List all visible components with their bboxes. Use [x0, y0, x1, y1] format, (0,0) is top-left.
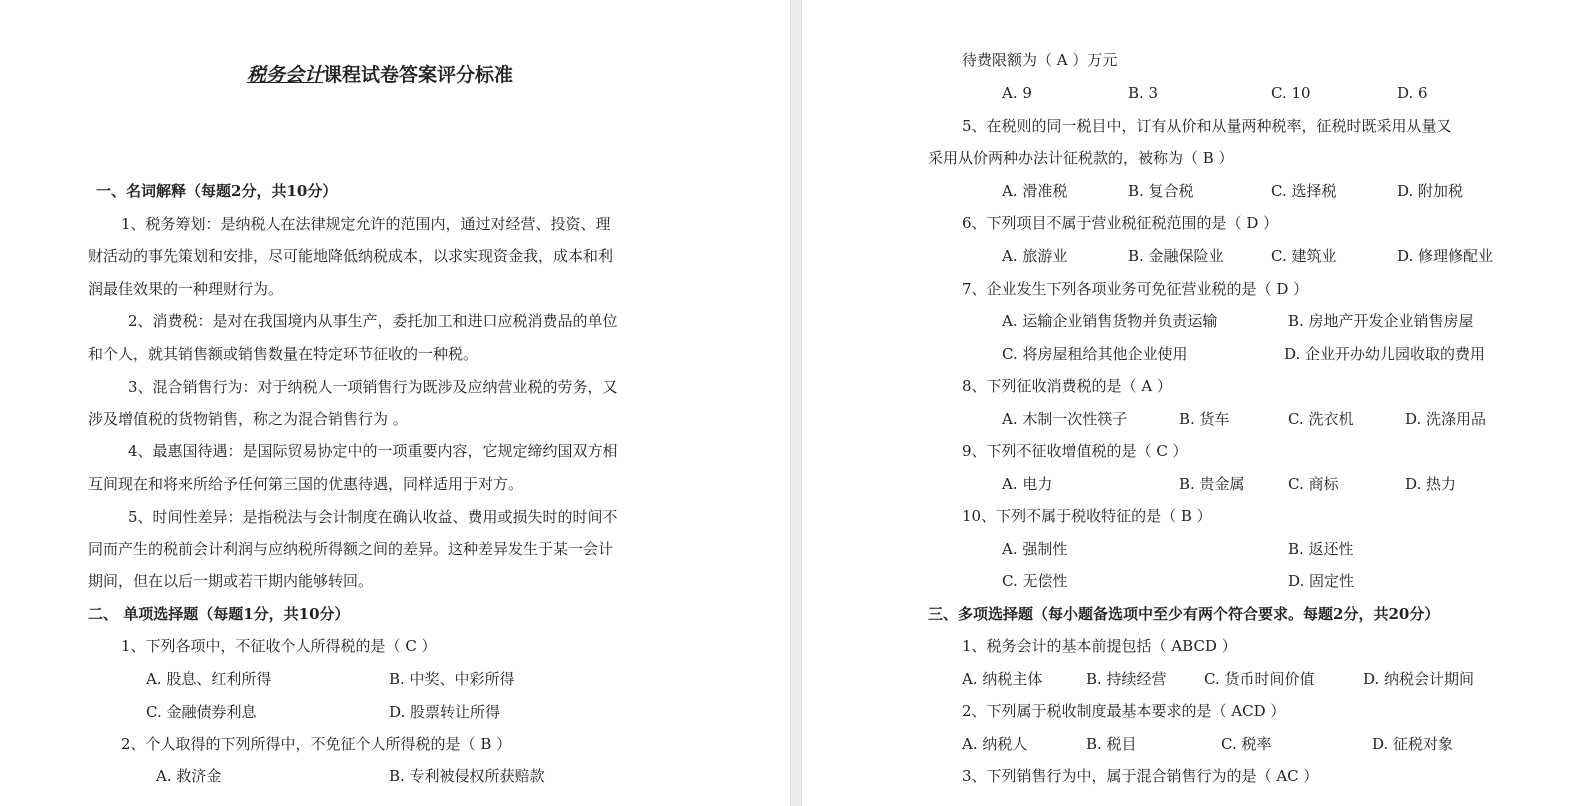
single-q10-option-a: A. 强制性 — [1002, 540, 1068, 558]
single-q2-option-a: A. 救济金 — [156, 767, 222, 785]
single-q7-option-b: B. 房地产开发企业销售房屋 — [1288, 312, 1474, 330]
term-3-line-1: 3、混合销售行为：对于纳税人一项销售行为既涉及应纳营业税的劳务，又 — [128, 378, 618, 396]
single-q8-option-d: D. 洗涤用品 — [1405, 410, 1487, 428]
single-q7-option-c: C. 将房屋租给其他企业使用 — [1002, 345, 1188, 363]
multi-q1-option-b: B. 持续经营 — [1086, 670, 1167, 688]
single-q4-option-b: B. 3 — [1128, 84, 1159, 102]
single-q4-continued: 待费限额为（ A ）万元 — [962, 51, 1118, 69]
single-q7-option-d: D. 企业开办幼儿园收取的费用 — [1284, 345, 1486, 363]
section-3-heading: 三、多项选择题（每小题备选项中至少有两个符合要求。每题2分，共20分） — [928, 605, 1440, 623]
single-q4-option-a: A. 9 — [1002, 84, 1032, 102]
single-q5-option-d: D. 附加税 — [1397, 182, 1464, 200]
multi-q1-option-a: A. 纳税主体 — [962, 670, 1043, 688]
multi-q2-option-b: B. 税目 — [1086, 735, 1137, 753]
right-page — [802, 0, 1581, 806]
multi-q1-option-d: D. 纳税会计期间 — [1363, 670, 1475, 688]
section-2-heading: 二、 单项选择题（每题1分，共10分） — [88, 605, 350, 623]
single-q10-option-b: B. 返还性 — [1288, 540, 1354, 558]
term-3-line-2: 涉及增值税的货物销售，称之为混合销售行为 。 — [88, 410, 408, 428]
single-q6-option-d: D. 修理修配业 — [1397, 247, 1494, 265]
single-q9-option-c: C. 商标 — [1288, 475, 1339, 493]
single-q2: 2、个人取得的下列所得中，不免征个人所得税的是（ B ） — [121, 735, 512, 753]
single-q7: 7、企业发生下列各项业务可免征营业税的是（ D ） — [962, 280, 1309, 298]
single-q9-option-d: D. 热力 — [1405, 475, 1457, 493]
single-q5-line-2: 采用从价两种办法计征税款的，被称为（ B ） — [928, 149, 1234, 167]
single-q8-option-a: A. 木制一次性筷子 — [1002, 410, 1128, 428]
single-q10-option-d: D. 固定性 — [1288, 572, 1355, 590]
single-q6-option-c: C. 建筑业 — [1271, 247, 1337, 265]
single-q9-option-a: A. 电力 — [1002, 475, 1053, 493]
term-5-line-2: 同而产生的税前会计利润与应纳税所得额之间的差异。这种差异发生于某一会计 — [88, 540, 614, 558]
multi-q2: 2、下列属于税收制度最基本要求的是（ ACD ） — [962, 702, 1286, 720]
term-1-line-1: 1、税务筹划：是纳税人在法律规定允许的范围内，通过对经营、投资、理 — [121, 215, 611, 233]
course-name: 税务会计 — [246, 64, 323, 86]
single-q9: 9、下列不征收增值税的是（ C ） — [962, 442, 1188, 460]
single-q9-option-b: B. 贵金属 — [1179, 475, 1245, 493]
single-q5-option-a: A. 滑准税 — [1002, 182, 1068, 200]
single-q5-line-1: 5、在税则的同一税目中，订有从价和从量两种税率，征税时既采用从量又 — [962, 117, 1452, 135]
term-5-line-3: 期间，但在以后一期或若干期内能够转回。 — [88, 572, 374, 590]
single-q2-option-b: B. 专利被侵权所获赔款 — [389, 767, 545, 785]
term-2-line-2: 和个人，就其销售额或销售数量在特定环节征收的一种税。 — [88, 345, 479, 363]
multi-q1: 1、税务会计的基本前提包括（ ABCD ） — [962, 637, 1237, 655]
single-q10: 10、下列不属于税收特征的是（ B ） — [962, 507, 1212, 525]
term-5-line-1: 5、时间性差异：是指税法与会计制度在确认收益、费用或损失时的时间不 — [128, 508, 618, 526]
term-4-line-1: 4、最惠国待遇：是国际贸易协定中的一项重要内容，它规定缔约国双方相 — [128, 442, 618, 460]
single-q10-option-c: C. 无偿性 — [1002, 572, 1068, 590]
multi-q3: 3、下列销售行为中，属于混合销售行为的是（ AC ） — [962, 767, 1319, 785]
term-1-line-2: 财活动的事先策划和安排，尽可能地降低纳税成本，以求实现资金我，成本和利 — [88, 247, 614, 265]
multi-q2-option-d: D. 征税对象 — [1372, 735, 1454, 753]
single-q1-option-c: C. 金融债券利息 — [146, 703, 257, 721]
term-2-line-1: 2、消费税：是对在我国境内从事生产，委托加工和进口应税消费品的单位 — [128, 312, 618, 330]
single-q5-option-c: C. 选择税 — [1271, 182, 1337, 200]
single-q4-option-c: C. 10 — [1271, 84, 1311, 102]
section-1-heading: 一、名词解释（每题2分，共10分） — [96, 182, 338, 200]
term-1-line-3: 润最佳效果的一种理财行为。 — [88, 280, 284, 298]
single-q1-option-d: D. 股票转让所得 — [389, 703, 501, 721]
single-q6: 6、下列项目不属于营业税征税范围的是（ D ） — [962, 214, 1279, 232]
single-q1: 1、下列各项中，不征收个人所得税的是（ C ） — [121, 637, 437, 655]
document-title — [0, 60, 760, 87]
single-q6-option-a: A. 旅游业 — [1002, 247, 1068, 265]
single-q6-option-b: B. 金融保险业 — [1128, 247, 1224, 265]
single-q5-option-b: B. 复合税 — [1128, 182, 1194, 200]
multi-q2-option-a: A. 纳税人 — [962, 735, 1028, 753]
title-text: 课程试卷答案评分标准 — [323, 64, 514, 86]
single-q4-option-d: D. 6 — [1397, 84, 1428, 102]
term-4-line-2: 互间现在和将来所给予任何第三国的优惠待遇，同样适用于对方。 — [88, 475, 524, 493]
single-q1-option-b: B. 中奖、中彩所得 — [389, 670, 515, 688]
page-gutter — [790, 0, 802, 806]
multi-q2-option-c: C. 税率 — [1221, 735, 1272, 753]
single-q8: 8、下列征收消费税的是（ A ） — [962, 377, 1172, 395]
multi-q1-option-c: C. 货币时间价值 — [1204, 670, 1315, 688]
single-q7-option-a: A. 运输企业销售货物并负责运输 — [1002, 312, 1218, 330]
single-q8-option-c: C. 洗衣机 — [1288, 410, 1354, 428]
single-q8-option-b: B. 货车 — [1179, 410, 1230, 428]
left-page — [0, 0, 790, 806]
single-q1-option-a: A. 股息、红利所得 — [146, 670, 272, 688]
